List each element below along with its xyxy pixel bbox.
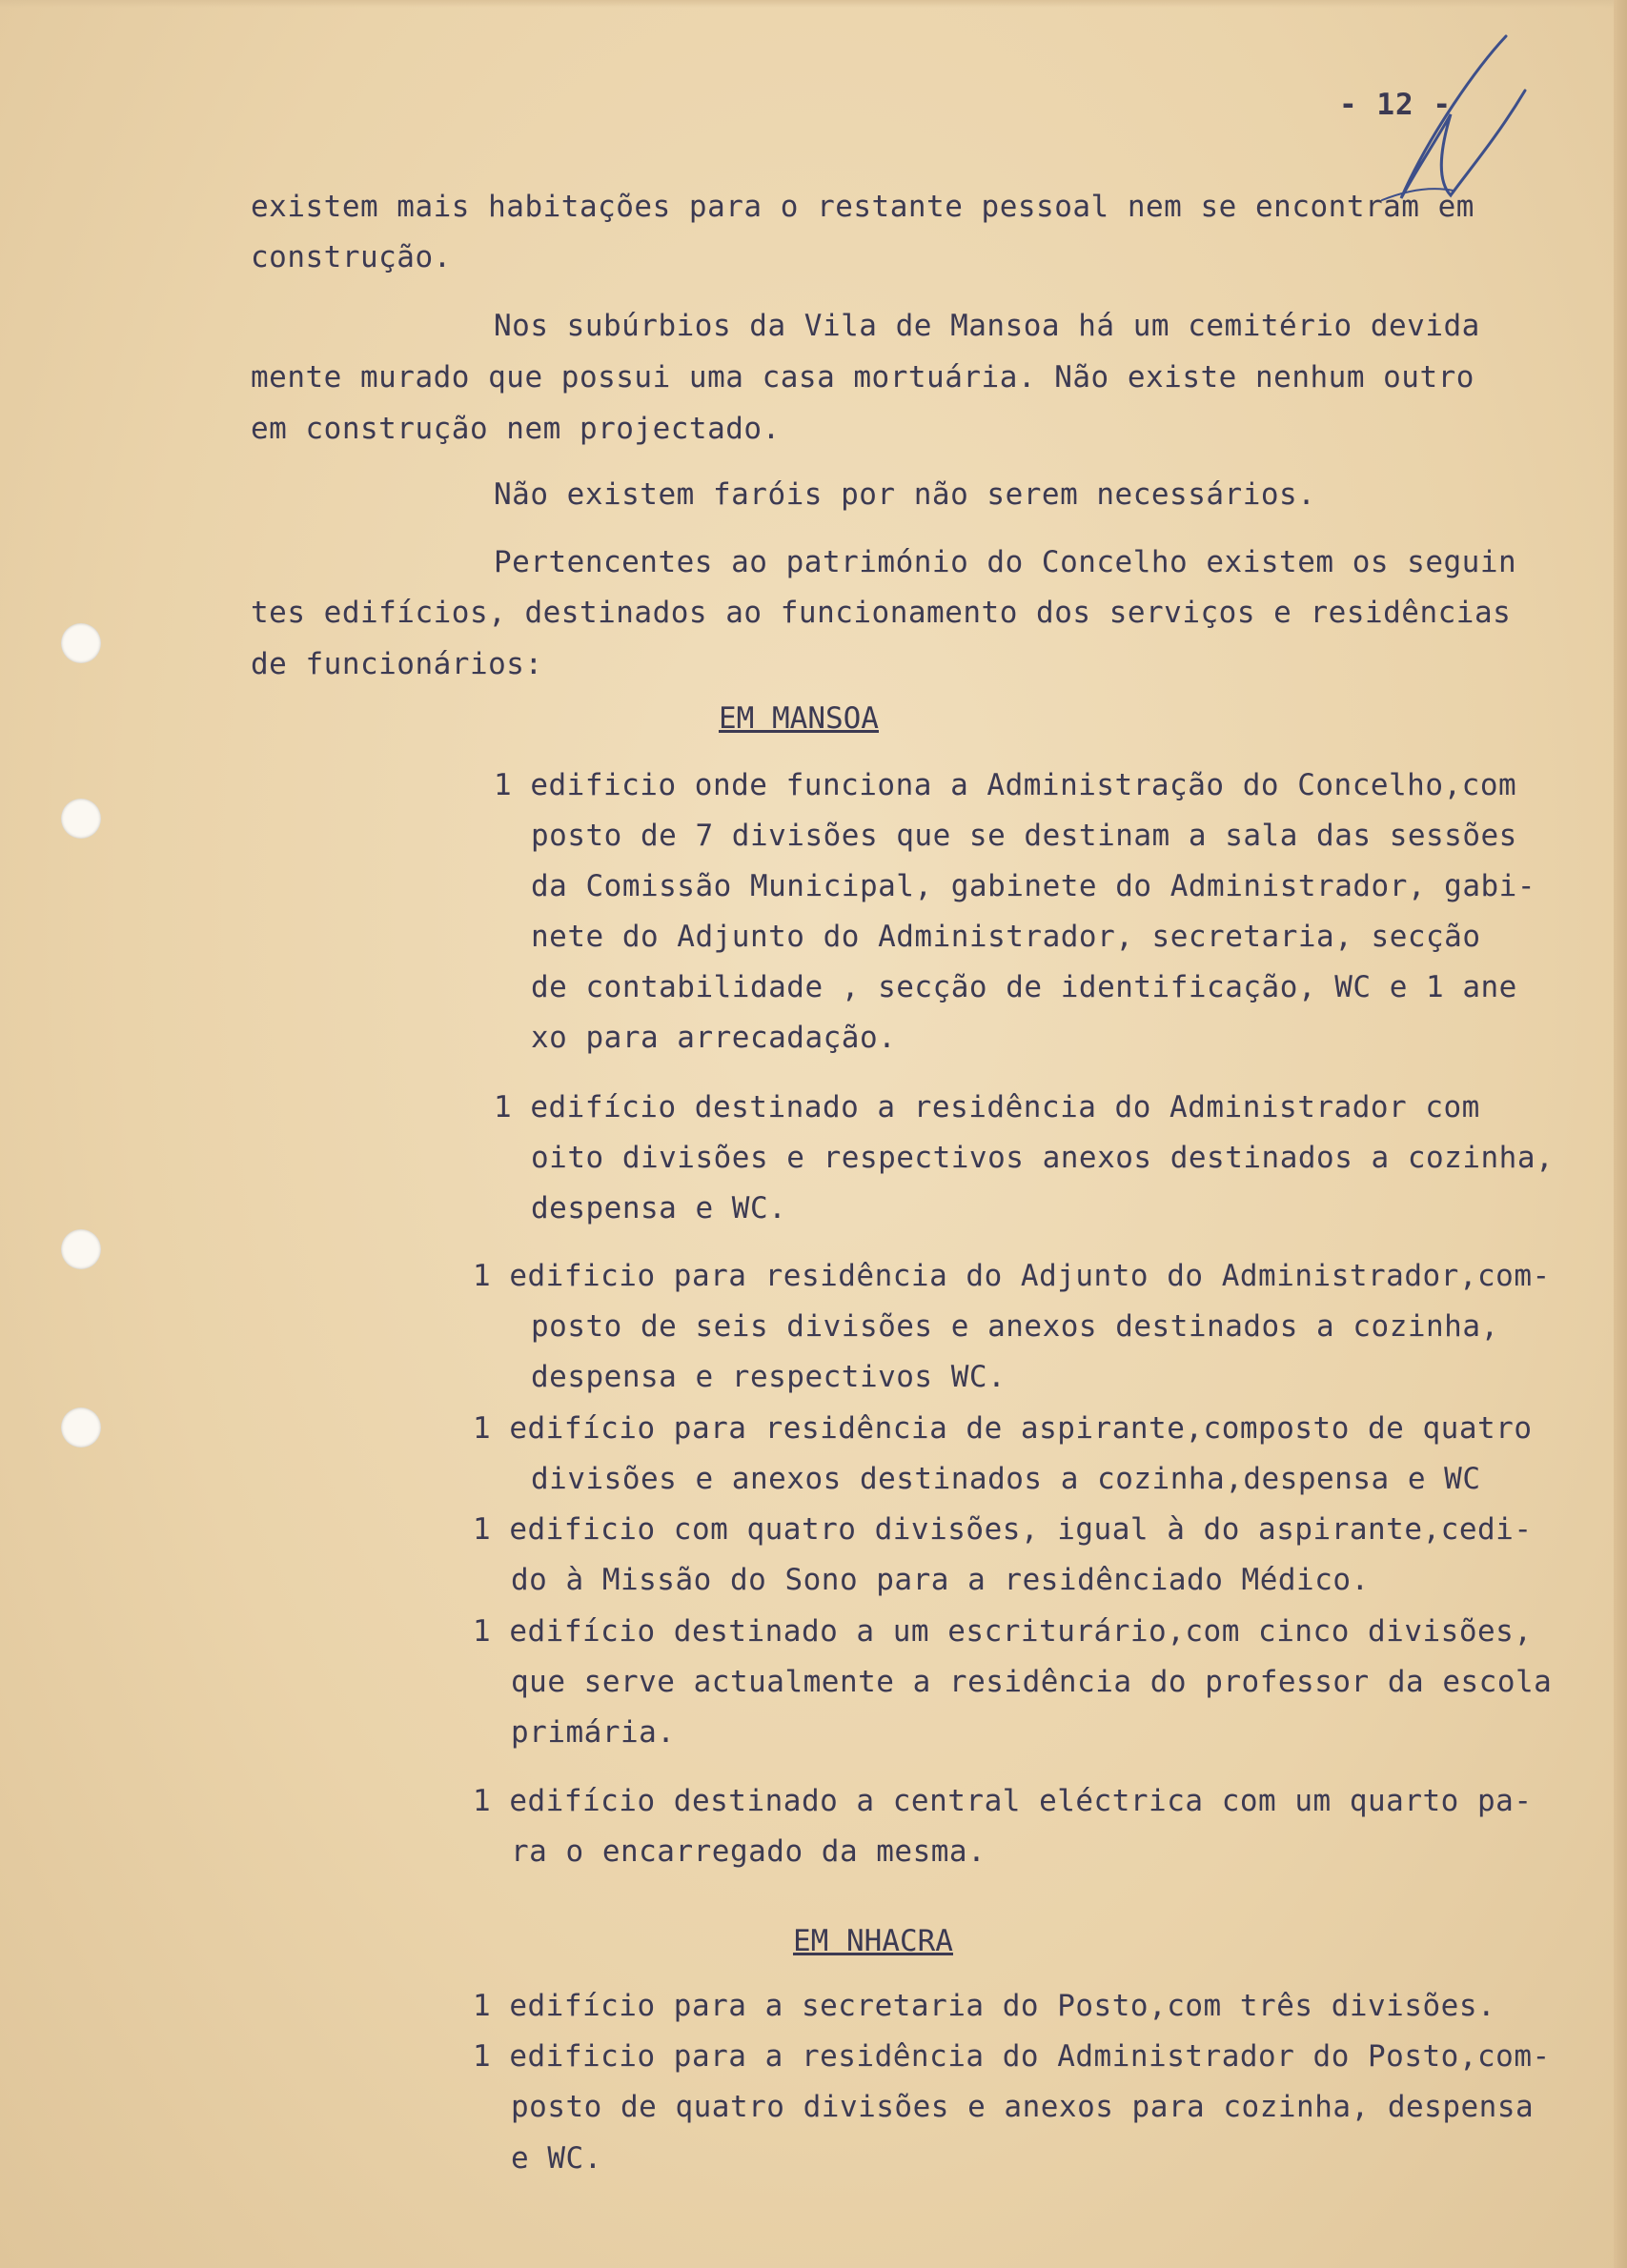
text-line: mente murado que possui uma casa mortuária. Não existe nenhum outro bbox=[251, 360, 1474, 395]
list-item-line: divisões e anexos destinados a cozinha,despensa e WC bbox=[531, 1462, 1481, 1496]
list-item-line: posto de 7 divisões que se destinam a sala das sessões bbox=[531, 819, 1517, 853]
list-item-line: despensa e WC. bbox=[531, 1191, 787, 1225]
list-item-line: 1 edifício para a secretaria do Posto,com três divisões. bbox=[473, 1989, 1496, 2023]
list-item-line: oito divisões e respectivos anexos destinados a cozinha, bbox=[531, 1141, 1555, 1175]
list-item-line: 1 edifício destinado a um escriturário,com cinco divisões, bbox=[473, 1614, 1533, 1649]
text-line: de funcionários: bbox=[251, 647, 543, 681]
list-item-line: 1 edifício para residência de aspirante,composto de quatro bbox=[473, 1411, 1533, 1446]
list-item-line: e WC. bbox=[511, 2141, 602, 2176]
list-item-line: posto de seis divisões e anexos destinados a cozinha, bbox=[531, 1309, 1499, 1344]
section-heading: EM NHACRA bbox=[793, 1924, 953, 1958]
list-item-line: primária. bbox=[511, 1715, 676, 1750]
punch-hole bbox=[61, 799, 101, 839]
list-item-line: 1 edificio onde funciona a Administração do Concelho,com bbox=[494, 768, 1517, 802]
list-item-line: posto de quatro divisões e anexos para cozinha, despensa bbox=[511, 2090, 1535, 2124]
punch-hole bbox=[61, 1229, 101, 1269]
text-line: tes edifícios, destinados ao funcionamento dos serviços e residências bbox=[251, 596, 1512, 630]
text-line: existem mais habitações para o restante pessoal nem se encontram em bbox=[251, 190, 1474, 224]
list-item-line: 1 edificio para a residência do Administrador do Posto,com- bbox=[473, 2039, 1551, 2074]
page-edge-top bbox=[0, 0, 1627, 8]
text-line: Não existem faróis por não serem necessários. bbox=[494, 477, 1316, 512]
punch-hole bbox=[61, 1407, 101, 1448]
list-item-line: ra o encarregado da mesma. bbox=[511, 1834, 986, 1869]
list-item-line: 1 edificio para residência do Adjunto do Administrador,com- bbox=[473, 1259, 1551, 1293]
page-number: - 12 - bbox=[1339, 88, 1452, 122]
list-item-line: 1 edifício destinado a central eléctrica com um quarto pa- bbox=[473, 1784, 1533, 1818]
list-item-line: despensa e respectivos WC. bbox=[531, 1360, 1007, 1394]
punch-hole bbox=[61, 623, 101, 663]
section-heading: EM MANSOA bbox=[719, 701, 879, 736]
list-item-line: 1 edifício destinado a residência do Administrador com bbox=[494, 1090, 1480, 1124]
text-line: em construção nem projectado. bbox=[251, 412, 781, 446]
list-item-line: nete do Adjunto do Administrador, secretaria, secção bbox=[531, 920, 1481, 954]
list-item-line: xo para arrecadação. bbox=[531, 1021, 897, 1055]
text-line: Pertencentes ao património do Concelho existem os seguin bbox=[494, 545, 1517, 579]
list-item-line: 1 edificio com quatro divisões, igual à do aspirante,cedi- bbox=[473, 1512, 1533, 1547]
page-edge-right bbox=[1614, 0, 1627, 2268]
list-item-line: de contabilidade , secção de identificação, WC e 1 ane bbox=[531, 970, 1517, 1004]
list-item-line: da Comissão Municipal, gabinete do Administrador, gabi- bbox=[531, 869, 1535, 903]
list-item-line: do à Missão do Sono para a residênciado Médico. bbox=[511, 1563, 1370, 1597]
text-line: construção. bbox=[251, 240, 452, 274]
list-item-line: que serve actualmente a residência do professor da escola bbox=[511, 1665, 1553, 1699]
text-line: Nos subúrbios da Vila de Mansoa há um cemitério devida bbox=[494, 309, 1480, 343]
